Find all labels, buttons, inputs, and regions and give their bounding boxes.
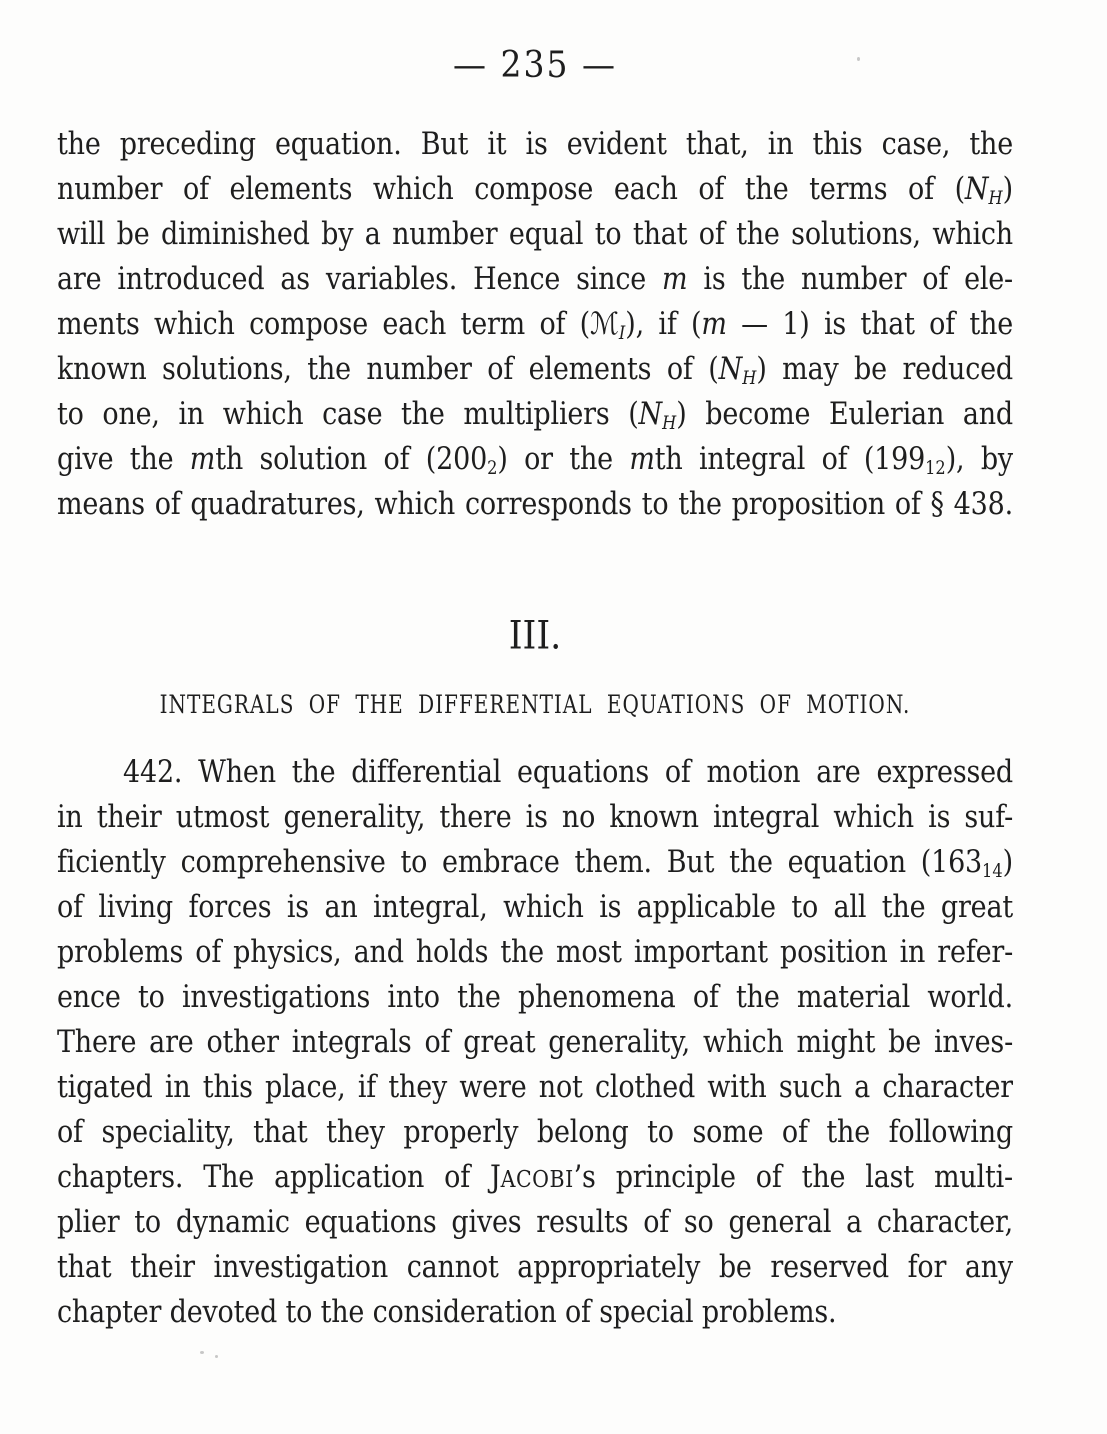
text-line: the preceding equation. But it is evident that, in this case, the: [57, 126, 1013, 163]
text-column: [57, 0, 1013, 1434]
section-numeral: III.: [508, 613, 562, 659]
text-line: tigated in this place, if they were not clothed with such a character: [57, 1069, 1013, 1106]
text-line: to one, in which case the multipliers (NH) become Eulerian and: [57, 396, 1013, 434]
text-line: give the mth solution of $(200_2)$ or the mth integral of $(199_{12})$, by: [57, 441, 1013, 479]
scan-speck: [215, 1355, 218, 1358]
text-line: ments which compose each term of (ℳI), if (m — 1) is that of the: [57, 306, 1013, 344]
text-line: ence to investigations into the phenomena of the material world.: [57, 979, 1013, 1016]
text-line: are introduced as variables. Hence since m is the number of ele-: [57, 261, 1013, 298]
scan-speck: [857, 57, 860, 61]
text-line: There are other integrals of great generality, which might be inves-: [57, 1024, 1013, 1061]
intro-paragraph: [57, 122, 1013, 527]
body-paragraph: [57, 750, 1013, 1335]
text-line: chapters. The application of JACOBI’s principle of the last multi-: [57, 1159, 1013, 1196]
text-line: of living forces is an integral, which is applicable to all the great: [57, 889, 1013, 926]
scan-speck: [200, 1351, 204, 1354]
text-line: 442. When the differential equations of motion are expressed: [123, 754, 1013, 791]
text-line: number of elements which compose each of the terms of (NH): [57, 171, 1013, 209]
text-line: problems of physics, and holds the most important position in refer-: [57, 934, 1013, 971]
text-line: means of quadratures, which corresponds to the proposition of § 438.: [57, 486, 1013, 523]
section-title: INTEGRALS OF THE DIFFERENTIAL EQUATIONS OF MOTION.: [159, 689, 911, 719]
text-line: of speciality, that they properly belong to some of the following: [57, 1114, 1013, 1151]
text-line: will be diminished by a number equal to that of the solutions, which: [57, 216, 1013, 253]
text-line: in their utmost generality, there is no known integral which is suf-: [57, 799, 1013, 836]
text-line: plier to dynamic equations gives results of so general a character,: [57, 1204, 1013, 1241]
text-line: known solutions, the number of elements of (NH) may be reduced: [57, 351, 1013, 389]
text-line: chapter devoted to the consideration of special problems.: [57, 1294, 837, 1331]
text-line: ficiently comprehensive to embrace them. But the equation $(163_{14})$: [57, 844, 1013, 882]
page-number: — 235 —: [453, 43, 617, 86]
text-line: that their investigation cannot appropriately be reserved for any: [57, 1249, 1013, 1286]
